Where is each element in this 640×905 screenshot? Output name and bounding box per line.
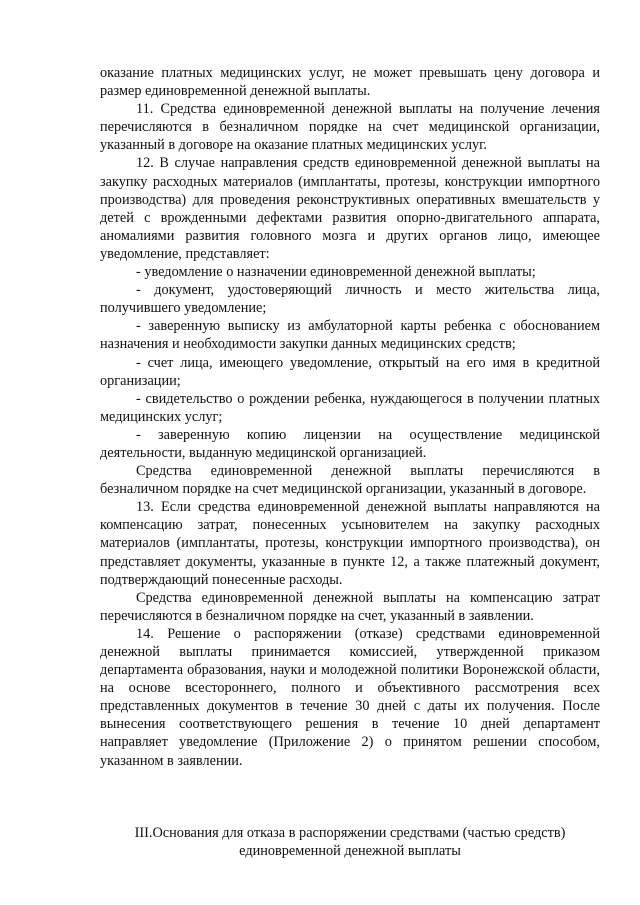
paragraph-compensation-transfer: Средства единовременной денежной выплаты на компенсацию затрат перечисляются в безналичном порядке на счет, указанный в заявлении. — [100, 589, 600, 624]
paragraph-continuation: оказание платных медицинских услуг, не может превышать цену договора и размер единовременной денежной выплаты. — [100, 65, 600, 100]
list-item-bank-account: - счет лица, имеющего уведомление, открытый на его имя в кредитной организации; — [100, 354, 600, 389]
paragraph-11: 11. Средства единовременной денежной выплаты на получение лечения перечисляются в безналичном порядке на счет медицинской организации, указанный в договоре на оказание платных медицинских услуг. — [100, 101, 600, 154]
section-heading-line-1: III.Основания для отказа в распоряжении средствами (частью средств) — [134, 824, 566, 841]
body-text — [100, 64, 600, 770]
paragraph-14: 14. Решение о распоряжении (отказе) средствами единовременной денежной выплаты принимается комиссией, утвержденной приказом департамента образования, науки и молодежной политики Воронежской области, на основе всестороннего, полного и объективного рассмотрения всех представленных документов в течение 30 дней с даты их получения. После вынесения соответствующего решения в течение 10 дней департамент направляет уведомление (Приложение 2) о принятом решении способом, указанном в заявлении. — [100, 625, 600, 769]
paragraph-transfer-to-medical-org: Средства единовременной денежной выплаты перечисляются в безналичном порядке на счет медицинской организации, указанный в договоре. — [100, 463, 600, 498]
paragraph-12: 12. В случае направления средств единовременной денежной выплаты на закупку расходных материалов (имплантаты, протезы, конструкции импортного производства) для проведения реконструктивных оперативных вмешательств у детей с врожденными дефектами развития опорно-двигательного аппарата, аномалиями развития головного мозга и других органов лицо, имеющее уведомление, представляет: — [100, 155, 600, 262]
section-spacer — [100, 770, 600, 824]
list-item-notification: - уведомление о назначении единовременной денежной выплаты; — [136, 264, 536, 281]
section-heading-line-2: единовременной денежной выплаты — [239, 842, 461, 859]
list-item-medical-extract: - заверенную выписку из амбулаторной карты ребенка с обоснованием назначения и необходимости закупки данных медицинских средств; — [100, 318, 600, 353]
section-heading — [100, 824, 600, 860]
list-item-identity-document: - документ, удостоверяющий личность и место жительства лица, получившего уведомление; — [100, 282, 600, 317]
list-item-birth-certificate: - свидетельство о рождении ребенка, нуждающегося в получении платных медицинских услуг; — [100, 390, 600, 425]
paragraph-13: 13. Если средства единовременной денежной выплаты направляются на компенсацию затрат, понесенных усыновителем на закупку расходных материалов (имплантаты, протезы, конструкции импортного производства), он представляет документы, указанные в пункте 12, а также платежный документ, подтверждающий понесенные расходы. — [100, 499, 600, 588]
list-item-license-copy: - заверенную копию лицензии на осуществление медицинской деятельности, выданную медицинской организацией. — [100, 426, 600, 461]
